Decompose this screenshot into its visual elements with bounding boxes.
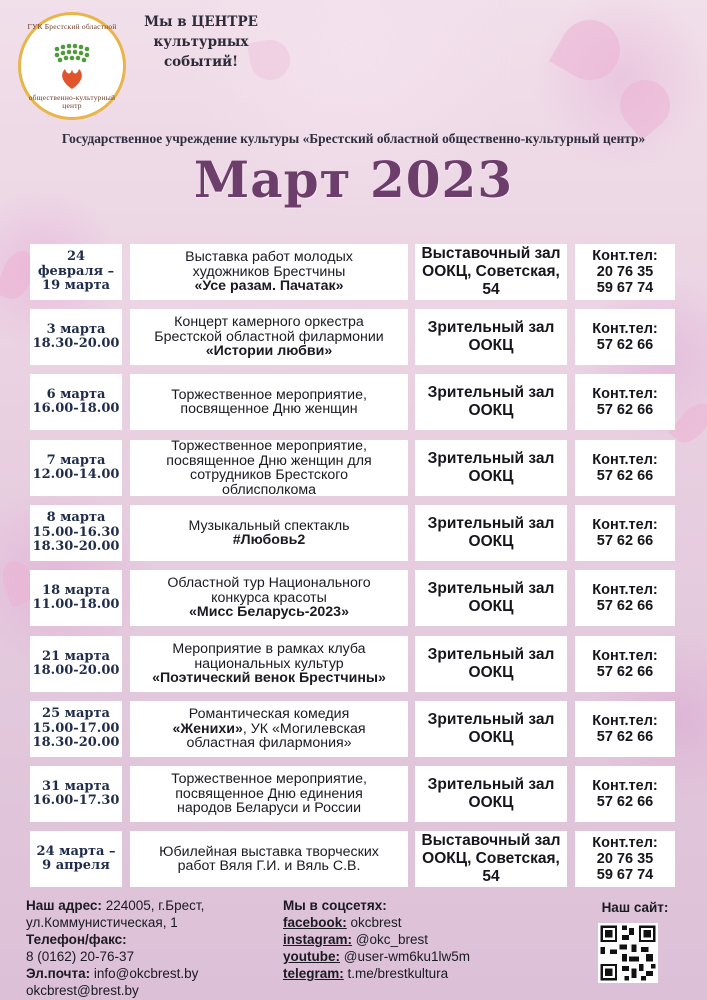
event-description-line: областная филармония»	[186, 735, 352, 752]
event-venue	[415, 766, 567, 822]
event-contact-line: 57 62 66	[596, 402, 654, 418]
event-date-line: 15.00-17.00	[32, 720, 120, 736]
address-value: 224005, г.Брест,	[105, 898, 205, 913]
event-venue	[415, 309, 567, 365]
organization-logo	[18, 12, 126, 120]
event-venue	[415, 440, 567, 496]
event-description-line: конкурса красоты	[211, 589, 327, 606]
event-title-bold: «Женихи»	[172, 720, 243, 737]
event-date-line: 3 марта	[46, 321, 106, 337]
event-venue-line: 54	[482, 281, 500, 298]
event-date-line: 18.30-20.00	[32, 735, 120, 751]
event-description-line: посвященное Дню единения	[175, 785, 363, 802]
event-title-bold: «Усе разам. Пачатак»	[194, 278, 344, 295]
event-contact-line: 20 76 35	[596, 851, 654, 867]
event-contact-line: 57 62 66	[596, 468, 654, 484]
event-venue-line: Зрительный зал	[427, 515, 555, 532]
event-description-line: облисполкома	[221, 481, 317, 498]
page-title: Март 2023	[193, 150, 514, 209]
event-row	[0, 505, 707, 561]
qr-code-icon[interactable]	[598, 923, 658, 983]
event-contact-line: Конт.тел:	[592, 386, 658, 402]
event-contact-line: Конт.тел:	[592, 321, 658, 337]
phone-value: 8 (0162) 20-76-37	[26, 949, 135, 964]
flower-petal-decoration	[549, 9, 631, 91]
event-contact	[575, 244, 675, 300]
slogan-line: культурных	[153, 34, 249, 50]
slogan	[142, 12, 260, 72]
event-venue-line: ООКЦ	[468, 337, 514, 354]
event-description-line: Торжественное мероприятие,	[171, 771, 367, 788]
event-contact-line: 57 62 66	[596, 794, 654, 810]
event-date-line: февраля –	[37, 263, 115, 279]
event-date-line: 21 марта	[42, 648, 110, 664]
event-row	[0, 766, 707, 822]
event-description	[130, 440, 408, 496]
event-venue	[415, 636, 567, 692]
event-description-line: национальных культур	[194, 655, 344, 672]
social-title: Мы в соцсетях:	[283, 898, 387, 913]
event-contact-line: Конт.тел:	[592, 452, 658, 468]
event-row	[0, 374, 707, 430]
email-link-2[interactable]: okcbrest@brest.by	[26, 983, 139, 998]
event-row	[0, 309, 707, 365]
event-date	[30, 244, 122, 300]
event-contact	[575, 374, 675, 430]
event-venue-line: ООКЦ, Советская,	[422, 263, 560, 280]
event-description	[130, 570, 408, 626]
slogan-line: событий!	[163, 54, 239, 70]
event-date-line: 8 марта	[46, 510, 106, 526]
event-title-bold: «Поэтический венок Брестчины»	[152, 670, 386, 687]
event-contact	[575, 309, 675, 365]
event-description	[130, 374, 408, 430]
event-description-line: Мероприятие в рамках клуба	[172, 641, 366, 658]
event-description	[130, 244, 408, 300]
event-contact-line: 57 62 66	[596, 337, 654, 353]
event-venue-line: ООКЦ	[468, 468, 514, 485]
event-date-line: 7 марта	[46, 452, 106, 468]
event-description-line: народов Беларуси и России	[177, 800, 361, 817]
event-title-bold: «Истории любви»	[205, 343, 333, 360]
contact-info	[26, 897, 266, 999]
event-row	[0, 636, 707, 692]
event-venue-line: ООКЦ	[468, 794, 514, 811]
address-line	[26, 897, 266, 914]
event-contact-line: Конт.тел:	[592, 835, 658, 851]
event-description-line: Областной тур Национального	[167, 575, 371, 592]
social-link-telegram[interactable]: telegram: t.me/brestkultura	[283, 966, 449, 981]
event-date-line: 25 марта	[42, 706, 110, 722]
event-title-bold: «Мисс Беларусь-2023»	[189, 604, 349, 621]
event-description	[130, 505, 408, 561]
address-label: Наш адрес:	[26, 898, 102, 913]
event-venue-line: Зрительный зал	[427, 711, 555, 728]
event-date-line: 9 апреля	[42, 858, 110, 873]
event-date-line: 24 марта –	[36, 843, 116, 859]
event-date-line: 18 марта	[42, 582, 110, 598]
event-venue-line: Зрительный зал	[427, 384, 555, 401]
event-description-line: сотрудников Брестского	[189, 467, 349, 483]
event-description-line: Романтическая комедия	[188, 706, 350, 723]
event-date	[30, 374, 122, 430]
event-contact	[575, 701, 675, 757]
email-line	[26, 965, 266, 982]
event-title-bold: #Любовь2	[232, 532, 306, 548]
event-description-line: Торжественное мероприятие,	[171, 386, 367, 403]
event-date	[30, 831, 122, 887]
event-venue-line: ООКЦ	[468, 729, 514, 746]
event-contact	[575, 831, 675, 887]
event-contact-line: Конт.тел:	[592, 582, 658, 598]
event-venue	[415, 244, 567, 300]
social-link-youtube[interactable]: youtube: @user-wm6ku1lw5m	[283, 949, 470, 964]
social-link-instagram[interactable]: instagram: @okc_brest	[283, 932, 429, 947]
event-date	[30, 570, 122, 626]
event-description-line: Выставка работ молодых	[185, 249, 353, 266]
event-contact-line: Конт.тел:	[592, 248, 658, 264]
event-date-line: 15.00-16.30	[32, 524, 120, 540]
event-date-line: 19 марта	[42, 278, 110, 294]
event-description-line: Брестской областной филармонии	[154, 328, 384, 345]
event-date-line: 16.00-18.00	[32, 401, 120, 416]
social-links	[283, 897, 533, 982]
site-label: Наш сайт:	[601, 900, 669, 915]
event-description-line: посвященное Дню женщин	[180, 401, 358, 417]
slogan-line: Мы в ЦЕНТРЕ	[144, 14, 258, 30]
event-description	[130, 701, 408, 757]
event-venue-line: Зрительный зал	[427, 646, 555, 663]
flame-dots-logo-icon	[45, 39, 99, 93]
event-venue-line: ООКЦ	[468, 402, 514, 419]
logo-bottom-text: общественно-культурный центр	[28, 93, 116, 110]
event-venue-line: ООКЦ	[468, 664, 514, 681]
flower-petal-decoration	[610, 70, 680, 140]
event-venue-line: ООКЦ, Советская,	[422, 850, 560, 867]
event-venue	[415, 570, 567, 626]
email-label: Эл.почта:	[26, 966, 91, 981]
event-date	[30, 636, 122, 692]
event-date-line: 11.00-18.00	[32, 597, 120, 612]
event-contact-line: Конт.тел:	[592, 648, 658, 664]
event-venue-line: ООКЦ	[468, 598, 514, 615]
organization-name: Государственное учреждение культуры «Брестский областной общественно-культурный центр»	[61, 131, 646, 146]
event-description	[130, 766, 408, 822]
event-venue-line: Зрительный зал	[427, 776, 555, 793]
event-contact	[575, 440, 675, 496]
event-date	[30, 309, 122, 365]
event-row	[0, 701, 707, 757]
event-date-line: 12.00-14.00	[32, 467, 120, 482]
address-line-2: ул.Коммунистическая, 1	[26, 915, 178, 930]
event-date	[30, 701, 122, 757]
event-contact-line: 57 62 66	[596, 598, 654, 614]
event-description-line: посвященное Дню женщин для	[166, 452, 372, 469]
event-row	[0, 831, 707, 887]
event-date-line: 24	[66, 249, 86, 265]
event-venue	[415, 831, 567, 887]
event-description-line: работ Вяля Г.И. и Вяль С.В.	[177, 858, 361, 874]
event-date	[30, 766, 122, 822]
event-date	[30, 505, 122, 561]
event-contact	[575, 636, 675, 692]
event-date-line: 16.00-17.30	[32, 793, 120, 808]
event-contact-line: 59 67 74	[596, 280, 654, 296]
event-description-rest: , УК «Могилевская	[242, 720, 366, 737]
event-venue	[415, 374, 567, 430]
event-date-line: 18.30-20.00	[32, 539, 120, 555]
event-contact	[575, 505, 675, 561]
event-description-line: Торжественное мероприятие,	[171, 438, 367, 454]
event-venue-line: Выставочный зал	[421, 245, 561, 262]
logo-top-text: ГУК Брестский областной	[27, 22, 117, 31]
event-contact-line: 20 76 35	[596, 264, 654, 280]
event-venue-line: 54	[482, 868, 500, 885]
phone-label: Телефон/факс:	[26, 932, 127, 947]
event-venue-line: Выставочный зал	[421, 832, 561, 849]
event-venue-line: Зрительный зал	[427, 580, 555, 597]
event-contact-line: 57 62 66	[596, 664, 654, 680]
event-description	[130, 309, 408, 365]
event-description-line	[172, 722, 365, 737]
event-date	[30, 440, 122, 496]
event-date-line: 18.30-20.00	[32, 336, 120, 351]
event-contact-line: 59 67 74	[596, 867, 654, 883]
event-row	[0, 244, 707, 300]
event-description-line: Юбилейная выставка творческих	[159, 843, 379, 860]
social-link-facebook[interactable]: facebook: okcbrest	[283, 915, 402, 930]
event-contact-line: 57 62 66	[596, 533, 654, 549]
event-date-line: 6 марта	[46, 386, 106, 402]
event-venue	[415, 701, 567, 757]
event-contact-line: Конт.тел:	[592, 713, 658, 729]
event-description	[130, 636, 408, 692]
event-description-line: Музыкальный спектакль	[188, 517, 350, 534]
event-contact-line: Конт.тел:	[592, 778, 658, 794]
event-venue	[415, 505, 567, 561]
event-venue-line: Зрительный зал	[427, 319, 555, 336]
event-description	[130, 831, 408, 887]
event-venue-line: ООКЦ	[468, 533, 514, 550]
event-venue-line: Зрительный зал	[427, 450, 555, 467]
event-contact	[575, 766, 675, 822]
event-contact-line: Конт.тел:	[592, 517, 658, 533]
event-contact	[575, 570, 675, 626]
event-date-line: 18.00-20.00	[32, 663, 120, 678]
event-contact-line: 57 62 66	[596, 729, 654, 745]
event-description-line: художников Брестчины	[192, 263, 346, 280]
email-link[interactable]: info@okcbrest.by	[93, 966, 199, 981]
event-date-line: 31 марта	[42, 778, 110, 794]
event-row	[0, 570, 707, 626]
event-row	[0, 440, 707, 496]
event-description-line: Концерт камерного оркестра	[174, 314, 364, 331]
